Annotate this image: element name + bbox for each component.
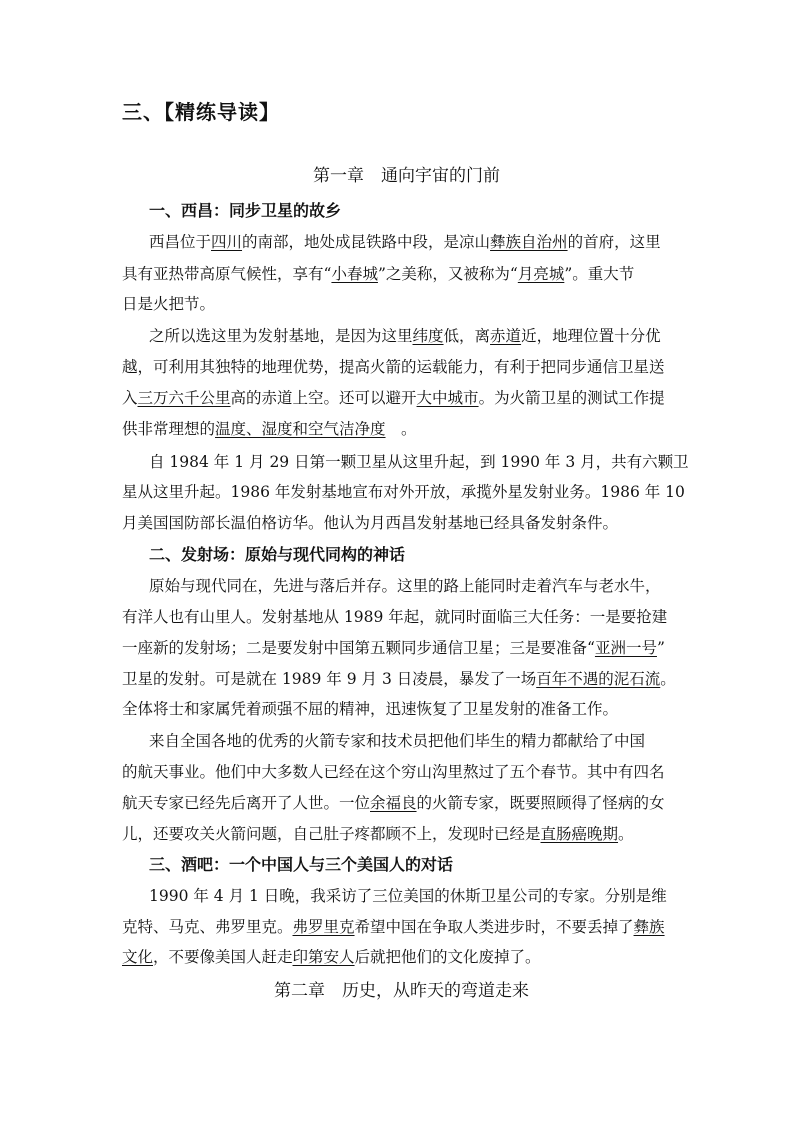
paragraph-line: 原始与现代同在，先进与落后并存。这里的路上能同时走着汽车与老水牛， — [149, 577, 661, 595]
underlined-term: 彝族自治州 — [490, 233, 568, 251]
underlined-term: 大中城市 — [416, 389, 479, 407]
paragraph-line: 具有亚热带高原气候性，享有“小春城”之美称，又被称为“月亮城”。重大节 — [122, 265, 635, 283]
underlined-term: 纬度 — [412, 327, 444, 345]
chapter-2-title: 第二章 历史，从昨天的弯道走来 — [274, 981, 529, 1001]
underlined-term: 小春城 — [331, 265, 378, 283]
paragraph-line: 来自全国各地的优秀的火箭专家和技术员把他们毕生的精力都献给了中国 — [149, 732, 646, 750]
underlined-term: 弗罗里克 — [292, 918, 355, 936]
paragraph-line: 月美国国防部长温伯格访华。他认为月西昌发射基地已经具备发射条件。 — [122, 514, 619, 532]
paragraph-line: 儿，还要攻关火箭问题，自己肚子疼都顾不上，发现时已经是直肠癌晚期。 — [122, 825, 634, 843]
paragraph-line: 1990 年 4 月 1 日晚，我采访了三位美国的休斯卫星公司的专家。分别是维 — [149, 887, 667, 905]
paragraph-line: 供非常理想的温度、湿度和空气洁净度 。 — [122, 420, 417, 438]
subsection-3-heading: 三、酒吧：一个中国人与三个美国人的对话 — [149, 855, 454, 874]
underlined-term: 亚洲一号 — [594, 639, 657, 657]
paragraph-line: 卫星的发射。可是就在 1989 年 9 月 3 日凌晨，暴发了一场百年不遇的泥石流。 — [122, 670, 676, 688]
paragraph-line: 克特、马克、弗罗里克。弗罗里克希望中国在争取人类进步时，不要丢掉了彝族 — [122, 918, 665, 936]
underlined-term: 彝族 — [633, 918, 665, 936]
paragraph-line: 一座新的发射场；二是要发射中国第五颗同步通信卫星；三是要准备“亚洲一号” — [122, 639, 665, 657]
underlined-term: 余福良 — [370, 794, 417, 812]
paragraph-line: 越，可利用其独特的地理优势，提高火箭的运载能力，有利于把同步通信卫星送 — [122, 358, 665, 376]
section-title: 三、【精练导读】 — [122, 100, 280, 124]
chapter-1-title: 第一章 通向宇宙的门前 — [313, 166, 500, 186]
underlined-term: 温度、湿度和空气洁净度 — [215, 420, 386, 438]
underlined-term: 文化 — [122, 948, 154, 966]
paragraph-line: 自 1984 年 1 月 29 日第一颗卫星从这里升起，到 1990 年 3 月，共有六颗卫 — [149, 453, 689, 471]
underlined-term: 四川 — [211, 233, 243, 251]
paragraph-line: 星从这里升起。1986 年发射基地宣布对外开放，承揽外星发射业务。1986 年 10 — [122, 483, 685, 501]
subsection-1-heading: 一、西昌：同步卫星的故乡 — [149, 201, 342, 220]
paragraph-line: 之所以选这里为发射基地，是因为这里纬度低，离赤道近，地理位置十分优 — [149, 327, 661, 345]
paragraph-line: 的航天事业。他们中大多数人已经在这个穷山沟里熬过了五个春节。其中有四名 — [122, 763, 665, 781]
paragraph-line: 西昌位于四川的南部，地处成昆铁路中段，是凉山彝族自治州的首府，这里 — [149, 233, 661, 251]
underlined-term: 印第安人 — [292, 948, 355, 966]
paragraph-line: 入三万六千公里高的赤道上空。还可以避开大中城市。为火箭卫星的测试工作提 — [122, 389, 665, 407]
underlined-term: 三万六千公里 — [137, 389, 231, 407]
underlined-term: 赤道 — [490, 327, 522, 345]
paragraph-line: 全体将士和家属凭着顽强不屈的精神，迅速恢复了卫星发射的准备工作。 — [122, 700, 619, 718]
underlined-term: 百年不遇的泥石流 — [536, 670, 661, 688]
paragraph-line: 文化，不要像美国人赶走印第安人后就把他们的文化废掉了。 — [122, 948, 541, 966]
paragraph-line: 日是火把节。 — [122, 295, 216, 313]
subsection-2-heading: 二、发射场：原始与现代同构的神话 — [149, 545, 406, 564]
underlined-term: 直肠癌晚期 — [540, 825, 619, 843]
paragraph-line: 有洋人也有山里人。发射基地从 1989 年起，就同时面临三大任务：一是要抢建 — [122, 608, 668, 626]
paragraph-line: 航天专家已经先后离开了人世。一位余福良的火箭专家，既要照顾得了怪病的女 — [122, 794, 665, 812]
underlined-term: 月亮城 — [517, 265, 565, 283]
